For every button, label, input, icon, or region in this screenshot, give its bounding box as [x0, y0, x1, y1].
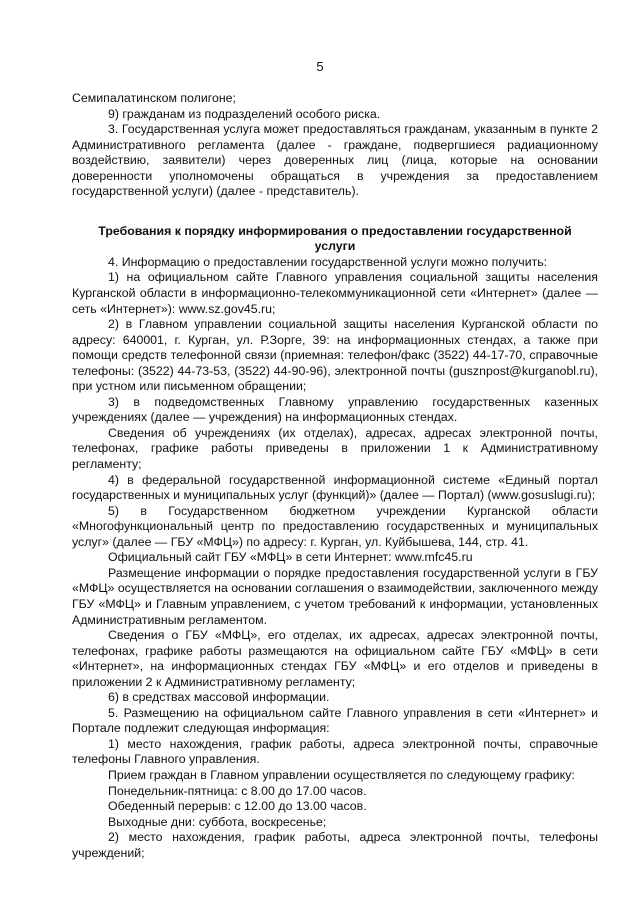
paragraph: Официальный сайт ГБУ «МФЦ» в сети Интернет: www.mfc45.ru — [108, 550, 473, 565]
document-body — [72, 91, 598, 861]
paragraph: 4. Информацию о предоставлении государственной услуги можно получить: — [108, 254, 548, 269]
paragraph: Семипалатинском полигоне; — [72, 91, 236, 105]
section-spacer — [72, 200, 598, 224]
section-heading: Требования к порядку информирования о предоставлении государственной услуги — [98, 223, 572, 254]
paragraph: Понедельник-пятница: с 8.00 до 17.00 часов. — [108, 783, 367, 798]
paragraph: 5. Размещению на официальном сайте Главного управления в сети «Интернет» и Портале подлежит следующая информация: — [72, 705, 598, 736]
paragraph: 6) в средствах массовой информации. — [108, 690, 330, 705]
page-number: 5 — [316, 59, 324, 74]
paragraph: 2) в Главном управлении социальной защиты населения Курганской области по адресу: 640001, г. Курган, ул. Р.Зорге, 39: на информационных стендах, а также при помощи средств телефонной связи (приемная: телефон/факс (3522) 44-17-70, справочные телефоны: (3522) 44-73-53, (3522) 44-90-96), электронной почты (gusznpost@kurganobl.ru), при устном или письменном обращении; — [72, 317, 598, 394]
paragraph: Сведения об учреждениях (их отделах), адресах, адресах электронной почты, телефонах, графике работы приведены в приложении 1 к Административному регламенту; — [72, 425, 598, 472]
paragraph: 1) на официальном сайте Главного управления социальной защиты населения Курганской области в информационно-телекоммуникационной сети «Интернет» (далее — сеть «Интернет»): www.sz.gov45.ru; — [72, 270, 598, 316]
paragraph: 1) место нахождения, график работы, адреса электронной почты, справочные телефоны Главного управления. — [72, 736, 598, 767]
paragraph: 5) в Государственном бюджетном учреждении Курганской области «Многофункциональный центр по предоставлению государственных и муниципальных услуг» (далее — ГБУ «МФЦ») по адресу: г. Курган, ул. Куйбышева, 144, стр. 41. — [72, 503, 598, 549]
paragraph: 9) гражданам из подразделений особого риска. — [108, 106, 381, 121]
paragraph: Размещение информации о порядке предоставления государственной услуги в ГБУ «МФЦ» осуществляется на основании соглашения о взаимодействии, заключенного между ГБУ «МФЦ» и Главным управлением, с учетом требований к информации, установленных Административным регламентом. — [72, 565, 598, 627]
paragraph: Сведения о ГБУ «МФЦ», его отделах, их адресах, адресах электронной почты, телефонах, графике работы размещаются на официальном сайте ГБУ «МФЦ» в сети «Интернет», на информационных стендах ГБУ «МФЦ» и его отделов и приведены в приложении 2 к Административному регламенту; — [72, 628, 598, 689]
paragraph: 4) в федеральной государственной информационной системе «Единый портал государственных и муниципальных услуг (функций)» (далее — Портал) (www.gosuslugi.ru); — [72, 472, 598, 503]
paragraph: Выходные дни: суббота, воскресенье; — [108, 814, 327, 829]
paragraph: 3. Государственная услуга может предоставляться гражданам, указанным в пункте 2 Административного регламента (далее - граждане, подвергшиеся радиационному воздействию, заявители) через доверенных лиц (лица, которые на основании доверенности уполномочены обращаться в учреждения за предоставлением государственной услуги) (далее - представитель). — [72, 122, 598, 199]
paragraph: Обеденный перерыв: с 12.00 до 13.00 часов. — [108, 799, 367, 814]
paragraph: Прием граждан в Главном управлении осуществляется по следующему графику: — [108, 767, 575, 782]
paragraph: 2) место нахождения, график работы, адреса электронной почты, телефоны учреждений; — [72, 830, 598, 860]
paragraph: 3) в подведомственных Главному управлению государственных казенных учреждениях (далее — учреждения) на информационных стендах. — [72, 394, 598, 425]
